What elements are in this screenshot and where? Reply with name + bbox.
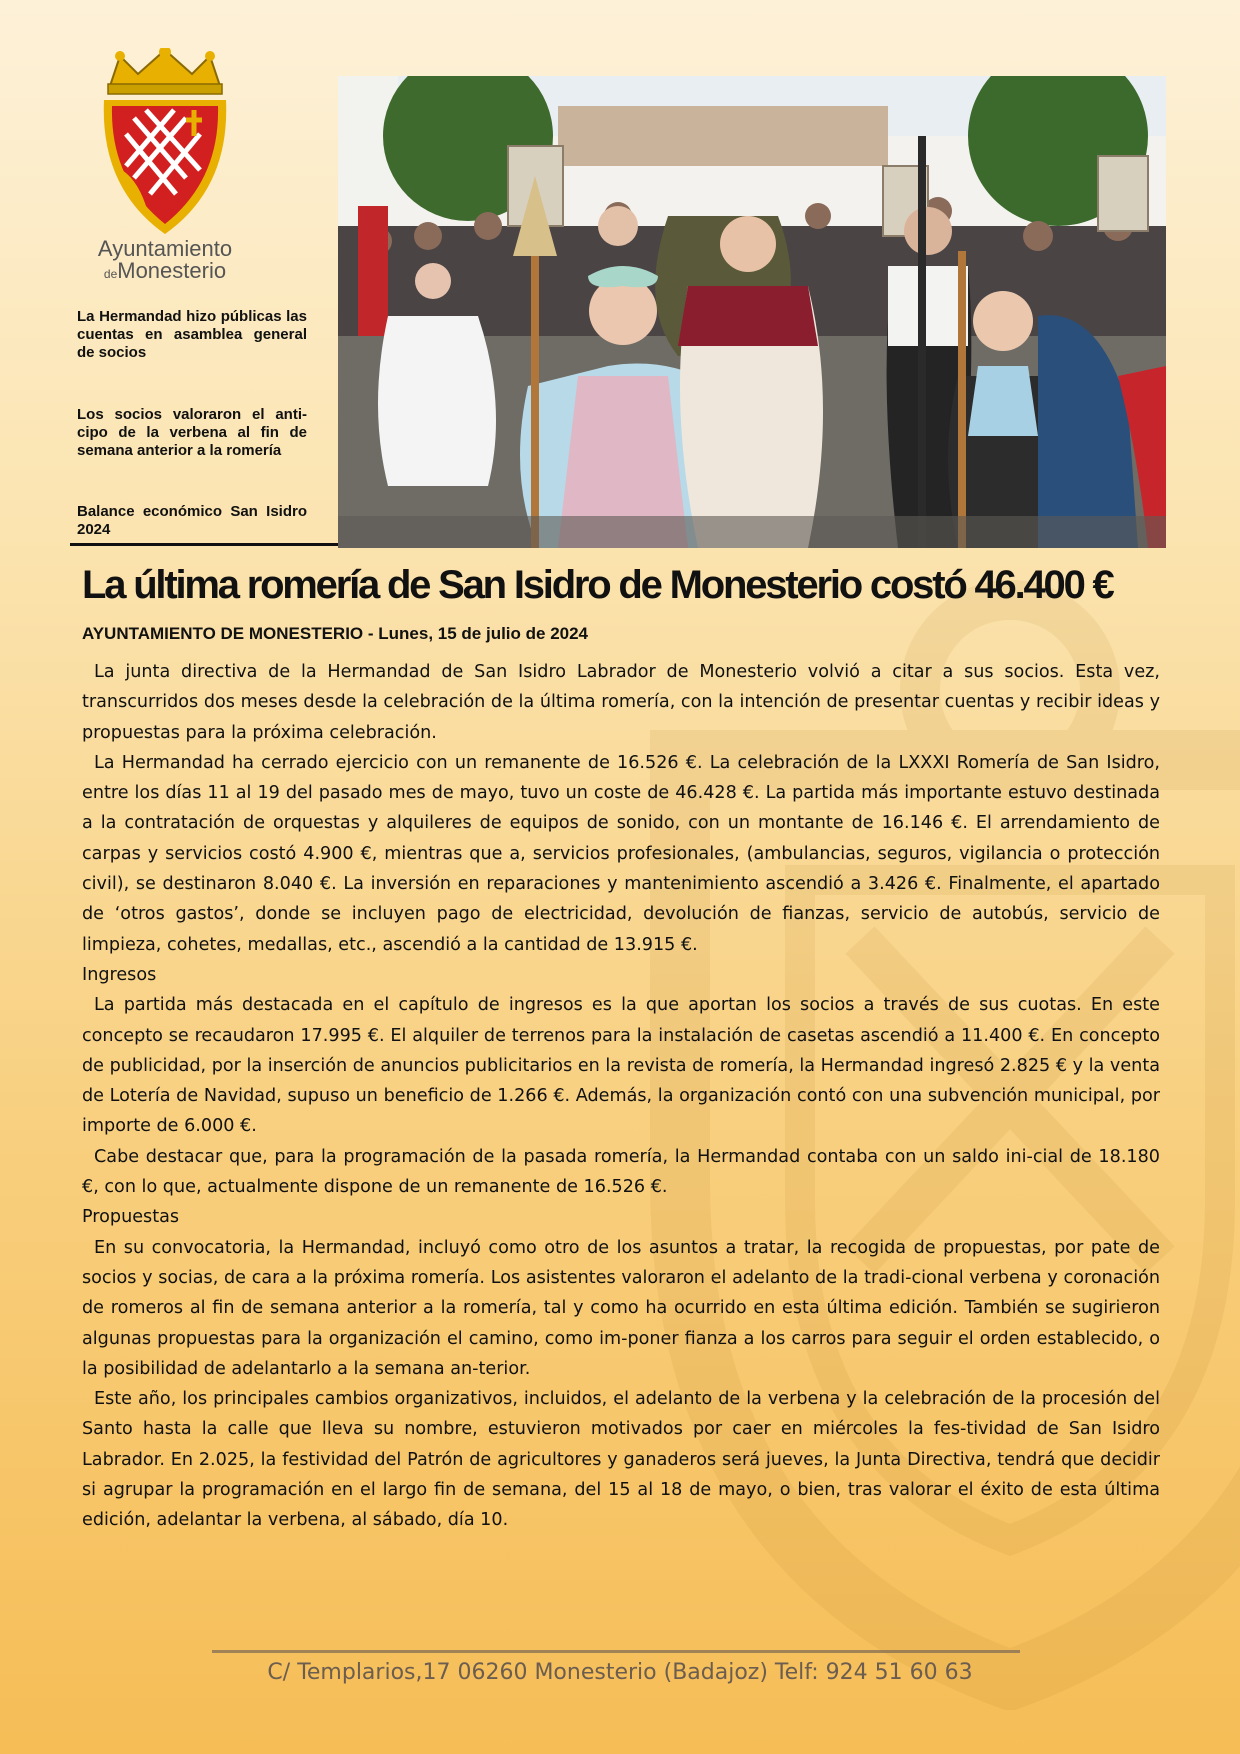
article-paragraph: La Hermandad ha cerrado ejercicio con un remanente de 16.526 €. La celebración de la LXXXI Romería de San Isidro, entre los días 11 al 19 del pasado mes de mayo, tuvo un coste de 46.428 €. La partida más importante estuvo destinada a la contratación de orquestas y alquileres de equipos de sonido, con un montante de 16.146 €. El arrendamiento de carpas y servicios costó 4.900 €, mientras que a, servicios profesionales, (ambulancias, seguros, vigilancia o protección civil), se destinaron 8.040 €. La inversión en reparaciones y mantenimiento ascendió a 3.426 €. Finalmente, el apartado de ‘otros gastos’, donde se incluyen pago de electricidad, devolución de fianzas, servicio de autobús, servicio de limpieza, cohetes, medallas, etc., ascendió a la cantidad de 13.915 €. xyxy=(82,752,1160,955)
logo-line-1: Ayuntamiento xyxy=(97,236,233,261)
coat-of-arms-logo xyxy=(90,48,240,238)
municipality-logo-text xyxy=(70,238,260,282)
footer-divider xyxy=(212,1650,1020,1653)
article-headline: La última romería de San Isidro de Monesterio costó 46.400 € xyxy=(82,563,1113,607)
summary-point-1: La Hermandad hizo públicas las cuentas en asamblea general de socios xyxy=(77,308,307,361)
procession-photo xyxy=(338,76,1166,548)
article-paragraph: La junta directiva de la Hermandad de San Isidro Labrador de Monesterio volvió a citar a sus socios. Esta vez, transcurridos dos meses desde la celebración de la última romería, con la intención de presentar cuentas y recibir ideas y propuestas para la próxima celebración. xyxy=(82,662,1160,743)
summary-point-2: Los socios valoraron el anti-cipo de la verbena al fin de semana anterior a la romería xyxy=(77,406,307,459)
logo-line-2: deMonesterio xyxy=(103,258,227,283)
article-paragraph: Cabe destacar que, para la programación de la pasada romería, la Hermandad contaba con un saldo ini-cial de 18.180 €, con lo que, actualmente dispone de un remanente de 16.526 €. xyxy=(82,1146,1160,1198)
section-heading-ingresos: Ingresos xyxy=(82,964,157,985)
article-paragraph: En su convocatoria, la Hermandad, incluyó como otro de los asuntos a tratar, la recogida de propuestas, por pate de socios y socias, de cara a la próxima romería. Los asistentes valoraron el adelanto de la tradi-cional verbena y coronación de romeros al fin de semana anterior a la romería, tal y como ha ocurrido en esta última edición. También se sugirieron algunas propuestas para la organización el camino, como im-poner fianza a los carros para seguir el orden establecido, o la posibilidad de adelantarlo a la semana an-terior. xyxy=(82,1237,1160,1379)
article-body xyxy=(82,657,1160,1536)
article-paragraph: La partida más destacada en el capítulo de ingresos es la que aportan los socios a través de sus cuotas. En este concepto se recaudaron 17.995 €. El alquiler de terrenos para la instalación de casetas ascendió a 11.400 €. En concepto de publicidad, por la inserción de anuncios publicitarios en la revista de romería, la Hermandad ingresó 2.825 € y la venta de Lotería de Navidad, supuso un beneficio de 1.266 €. Además, la organización contó con una subvención municipal, por importe de 6.000 €. xyxy=(82,995,1160,1137)
summary-point-3: Balance económico San Isidro 2024 xyxy=(77,503,307,538)
article-paragraph: Este año, los principales cambios organizativos, incluidos, el adelanto de la verbena y la celebración de la procesión del Santo hasta la calle que lleva su nombre, estuvieron motivados por caer en miércoles la fes-tividad de San Isidro Labrador. En 2.025, la festividad del Patrón de agricultores y ganaderos será jueves, la Junta Directiva, tendrá que decidir si agrupar la programación en el largo fin de semana, del 15 al 18 de mayo, o bien, tras valorar el éxito de esta última edición, adelantar la verbena, al sábado, día 10. xyxy=(82,1389,1160,1531)
article-byline: AYUNTAMIENTO DE MONESTERIO - Lunes, 15 de julio de 2024 xyxy=(82,624,589,643)
section-heading-propuestas: Propuestas xyxy=(82,1207,180,1228)
summary-divider xyxy=(70,543,340,546)
footer-address: C/ Templarios,17 06260 Monesterio (Badajoz) Telf: 924 51 60 63 xyxy=(267,1660,973,1685)
